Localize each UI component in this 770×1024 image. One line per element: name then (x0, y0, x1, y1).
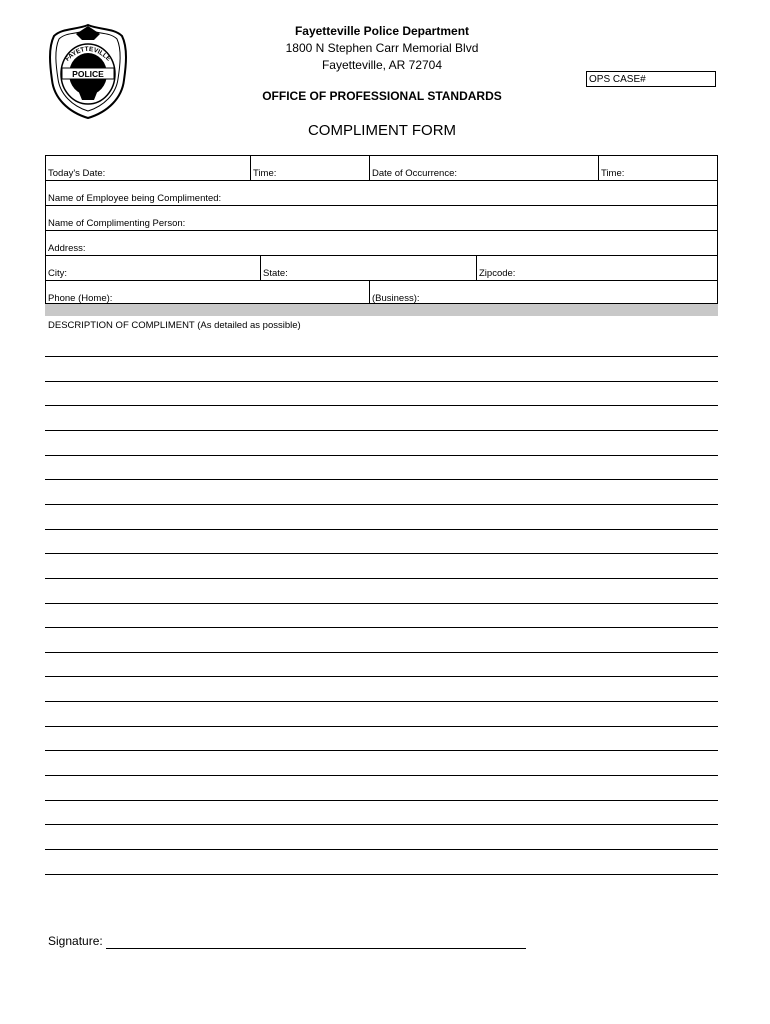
state-field[interactable]: State: (260, 256, 476, 280)
row-employee (46, 180, 717, 205)
signature-line[interactable] (106, 948, 526, 949)
date-of-occurrence-field[interactable]: Date of Occurrence: (369, 156, 598, 180)
writing-line[interactable] (45, 455, 718, 456)
writing-line[interactable] (45, 676, 718, 677)
writing-line[interactable] (45, 750, 718, 751)
department-name: Fayetteville Police Department (294, 24, 470, 38)
writing-line[interactable] (45, 529, 718, 530)
badge-center-text: POLICE (72, 69, 104, 79)
time-field-2[interactable]: Time: (598, 156, 717, 180)
writing-line[interactable] (45, 504, 718, 505)
phone-home-field[interactable]: Phone (Home): (48, 293, 113, 304)
section-divider (45, 304, 718, 316)
writing-line[interactable] (45, 603, 718, 604)
writing-line[interactable] (45, 356, 718, 357)
police-badge-logo (48, 22, 128, 120)
todays-date-field[interactable]: Today's Date: (48, 168, 106, 179)
row-city-state-zip (46, 255, 717, 280)
writing-line[interactable] (45, 824, 718, 825)
zipcode-field[interactable]: Zipcode: (476, 256, 717, 280)
writing-line[interactable] (45, 479, 718, 480)
writing-line[interactable] (45, 553, 718, 554)
writing-line[interactable] (45, 627, 718, 628)
city-field[interactable]: City: (48, 268, 67, 279)
writing-line[interactable] (45, 874, 718, 875)
time-field-1[interactable]: Time: (250, 156, 369, 180)
address-field[interactable]: Address: (48, 243, 86, 254)
badge-top-text: FAYETTEVILLE (64, 45, 112, 63)
address-line-2: Fayetteville, AR 72704 (321, 58, 443, 72)
address-line-1: 1800 N Stephen Carr Memorial Blvd (285, 41, 479, 55)
writing-line[interactable] (45, 578, 718, 579)
office-title: OFFICE OF PROFESSIONAL STANDARDS (262, 89, 502, 103)
signature-label: Signature: (48, 934, 103, 948)
info-grid (45, 155, 718, 304)
employee-name-field[interactable]: Name of Employee being Complimented: (48, 193, 222, 204)
row-dates (46, 156, 717, 180)
writing-line[interactable] (45, 726, 718, 727)
writing-line[interactable] (45, 775, 718, 776)
form-title: COMPLIMENT FORM (307, 122, 457, 139)
writing-line[interactable] (45, 381, 718, 382)
ops-case-field[interactable]: OPS CASE# (586, 71, 716, 87)
writing-line[interactable] (45, 652, 718, 653)
row-phone (46, 280, 717, 305)
row-address (46, 230, 717, 255)
row-complimenting-person (46, 205, 717, 230)
phone-business-field[interactable]: (Business): (369, 281, 717, 305)
description-label: DESCRIPTION OF COMPLIMENT (As detailed as possible) (48, 320, 301, 331)
writing-line[interactable] (45, 430, 718, 431)
writing-line[interactable] (45, 800, 718, 801)
writing-line[interactable] (45, 405, 718, 406)
writing-line[interactable] (45, 849, 718, 850)
complimenting-person-field[interactable]: Name of Complimenting Person: (48, 218, 186, 229)
writing-line[interactable] (45, 701, 718, 702)
